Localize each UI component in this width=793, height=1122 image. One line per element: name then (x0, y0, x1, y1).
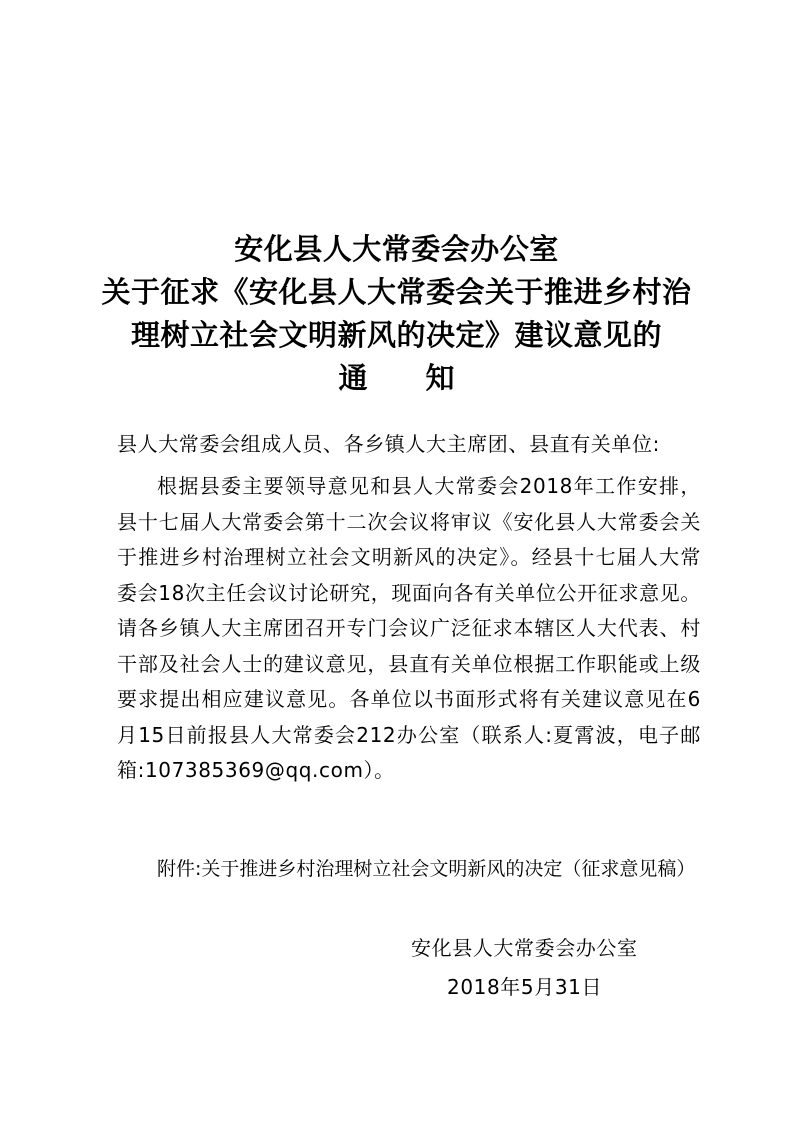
title-line-1: 安化县人大常委会办公室 (234, 232, 559, 266)
body-paragraph: 根据县委主要领导意见和县人大常委会2018年工作安排，县十七届人大常委会第十二次会议将审议《安化县人大常委会关于推进乡村治理树立社会文明新风的决定》。经县十七届人大常委会18次主任会议讨论研究，现面向各有关单位公开征求意见。请各乡镇人大主席团召开专门会议广泛征求本辖区人大代表、村干部及社会人士的建议意见，县直有关单位根据工作职能或上级要求提出相应建议意见。各单位以书面形式将有关建议意见在6月15日前报县人大常委会212办公室（联系人:夏霄波，电子邮箱:107385369@qq.com）。 (117, 474, 701, 782)
salutation: 县人大常委会组成人员、各乡镇人大主席团、县直有关单位: (117, 432, 660, 456)
title-line-2: 关于征求《安化县人大常委会关于推进乡村治 (101, 275, 692, 309)
signature-organization: 安化县人大常委会办公室 (411, 936, 638, 960)
title-line-3: 理树立社会文明新风的决定》建议意见的 (130, 318, 662, 352)
attachment-note: 附件:关于推进乡村治理树立社会文明新风的决定（征求意见稿） (157, 858, 696, 880)
title-line-4: 通 知 (338, 361, 479, 395)
document-title (0, 228, 793, 400)
signature-date: 2018年5月31日 (447, 975, 603, 999)
